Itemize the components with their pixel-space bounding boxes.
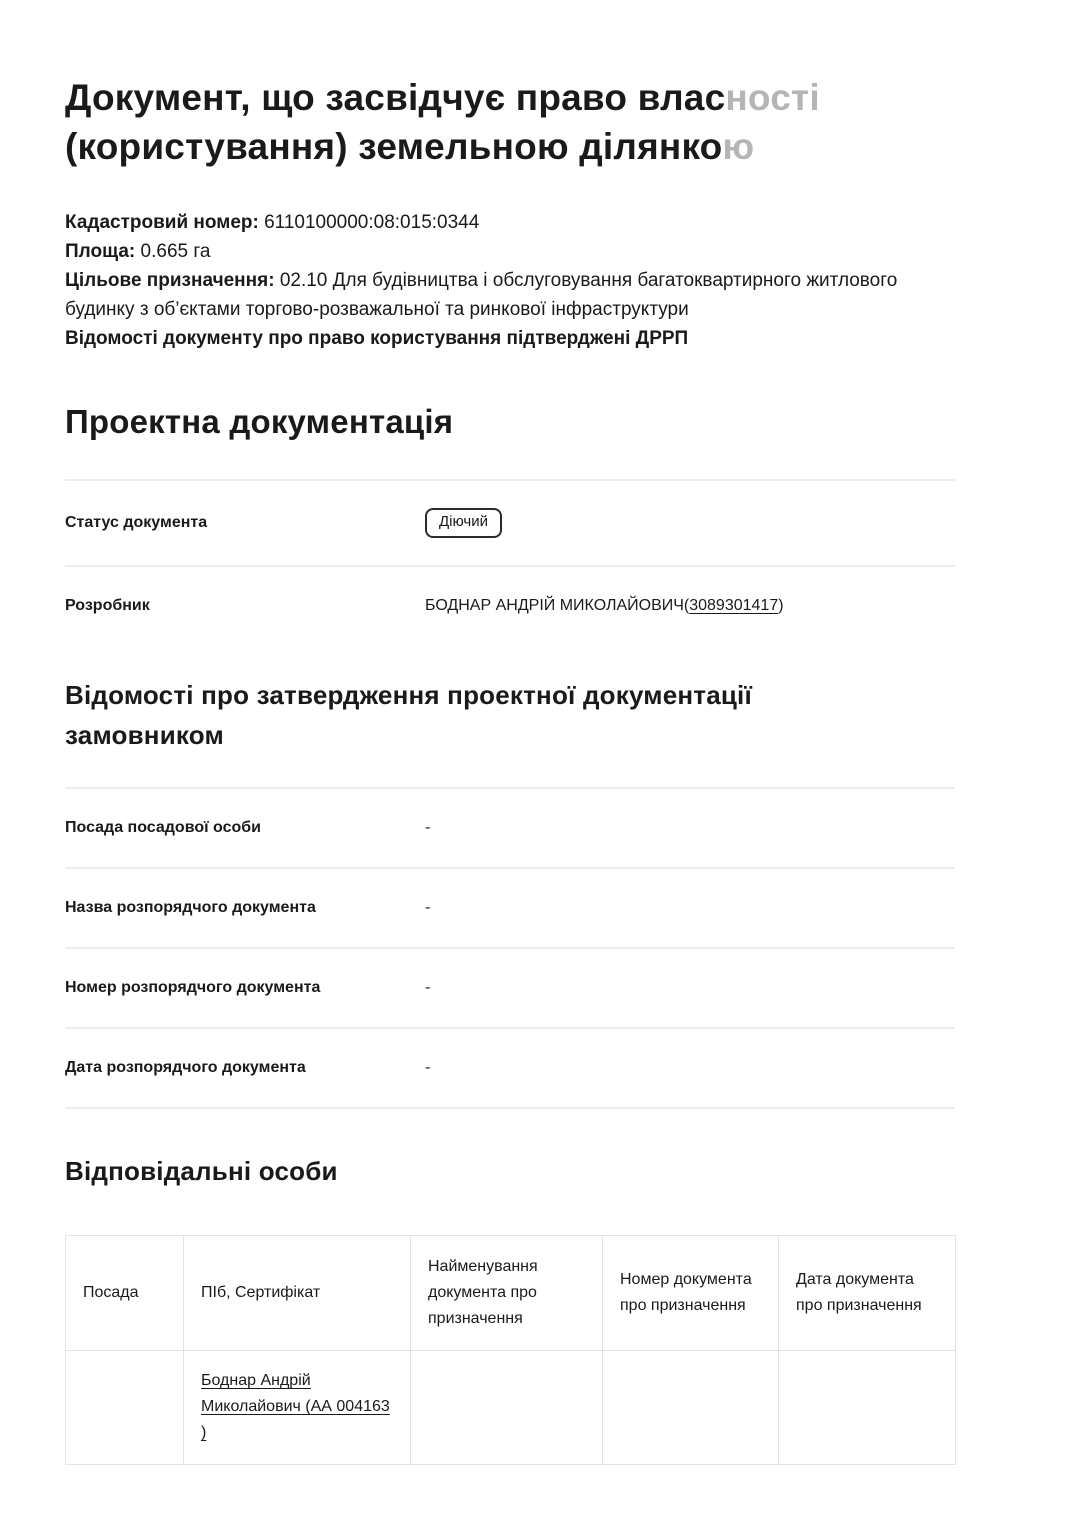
approval-row-label: Посада посадової особи (65, 818, 261, 836)
approval-row-label: Дата розпорядчого документа (65, 1058, 306, 1076)
row-document-status (65, 481, 955, 565)
page-title-line-2 (65, 126, 754, 167)
table-header-row (66, 1235, 956, 1350)
section-heading-responsible-persons: Відповідальні особи (65, 1155, 338, 1186)
drrp-note: Відомості документу про право користування підтверджені ДРРП (65, 327, 689, 349)
approval-row-value: - (425, 818, 431, 836)
row-developer (65, 567, 955, 645)
status-badge: Діючий (425, 508, 502, 538)
table-header-pib-certificate: ПІб, Сертифікат (184, 1235, 411, 1350)
approval-row-official-position (65, 789, 955, 867)
developer-label: Розробник (65, 596, 150, 614)
area-value: 0.665 га (140, 240, 211, 262)
approval-row-value: - (425, 898, 431, 916)
purpose-value: 02.10 Для будівництва і обслуговування багатоквартирного житлового будинку з об’єктами торгово-розважальної та ринкової інфраструктури (65, 269, 898, 320)
page-title-line-2-black: (користування) земельною ділянко (65, 125, 723, 167)
developer-name: БОДНАР АНДРІЙ МИКОЛАЙОВИЧ( (425, 596, 690, 614)
cell-appointment-doc-number (603, 1350, 779, 1464)
cell-posada (66, 1350, 184, 1464)
table-header-appointment-doc-date: Дата документа про призначення (779, 1235, 956, 1350)
document-status-value (425, 508, 502, 538)
approval-row-label: Назва розпорядчого документа (65, 898, 316, 916)
purpose-line (65, 266, 965, 324)
developer-code-link[interactable]: 3089301417 (689, 596, 779, 614)
land-info-block (65, 208, 965, 353)
responsible-person-link[interactable]: Боднар Андрій Миколайович (АА 004163 ) (201, 1372, 390, 1442)
section-heading-project-documentation: Проектна документація (65, 402, 454, 440)
developer-value (425, 594, 784, 618)
table-header-appointment-doc-number: Номер документа про призначення (603, 1235, 779, 1350)
page-title-line-1-black: Документ, що засвідчує право влас (65, 77, 726, 118)
approval-row-document-date (65, 1029, 955, 1107)
divider (65, 1107, 955, 1109)
cadastral-number-value: 6110100000:08:015:0344 (264, 211, 480, 233)
approval-row-label: Номер розпорядчого документа (65, 978, 321, 996)
purpose-label: Цільове призначення: (65, 269, 275, 291)
approval-row-value: - (425, 1058, 431, 1076)
area-label: Площа: (65, 240, 136, 262)
responsible-persons-table (65, 1235, 956, 1465)
area-line (65, 237, 965, 266)
page-title (65, 74, 1020, 172)
developer-close-paren: ) (778, 596, 784, 614)
table-header-posada: Посада (66, 1235, 184, 1350)
approval-row-document-name (65, 869, 955, 947)
cell-pib-certificate (184, 1350, 411, 1464)
document-status-label: Статус документа (65, 513, 208, 531)
cell-appointment-doc-date (779, 1350, 956, 1464)
page-title-line-1 (65, 77, 820, 118)
approval-row-document-number (65, 949, 955, 1027)
approval-row-value: - (425, 978, 431, 996)
cadastral-number-line (65, 208, 965, 237)
page-title-line-1-faded: ності (725, 77, 820, 118)
cell-appointment-doc-name (411, 1350, 603, 1464)
section-heading-approval: Відомості про затвердження проектної документації замовником (65, 679, 752, 750)
table-row (66, 1350, 956, 1464)
page-title-line-2-faded: ю (722, 125, 755, 167)
cadastral-number-label: Кадастровий номер: (65, 211, 259, 233)
table-header-appointment-doc-name: Найменування документа про призначення (411, 1235, 603, 1350)
